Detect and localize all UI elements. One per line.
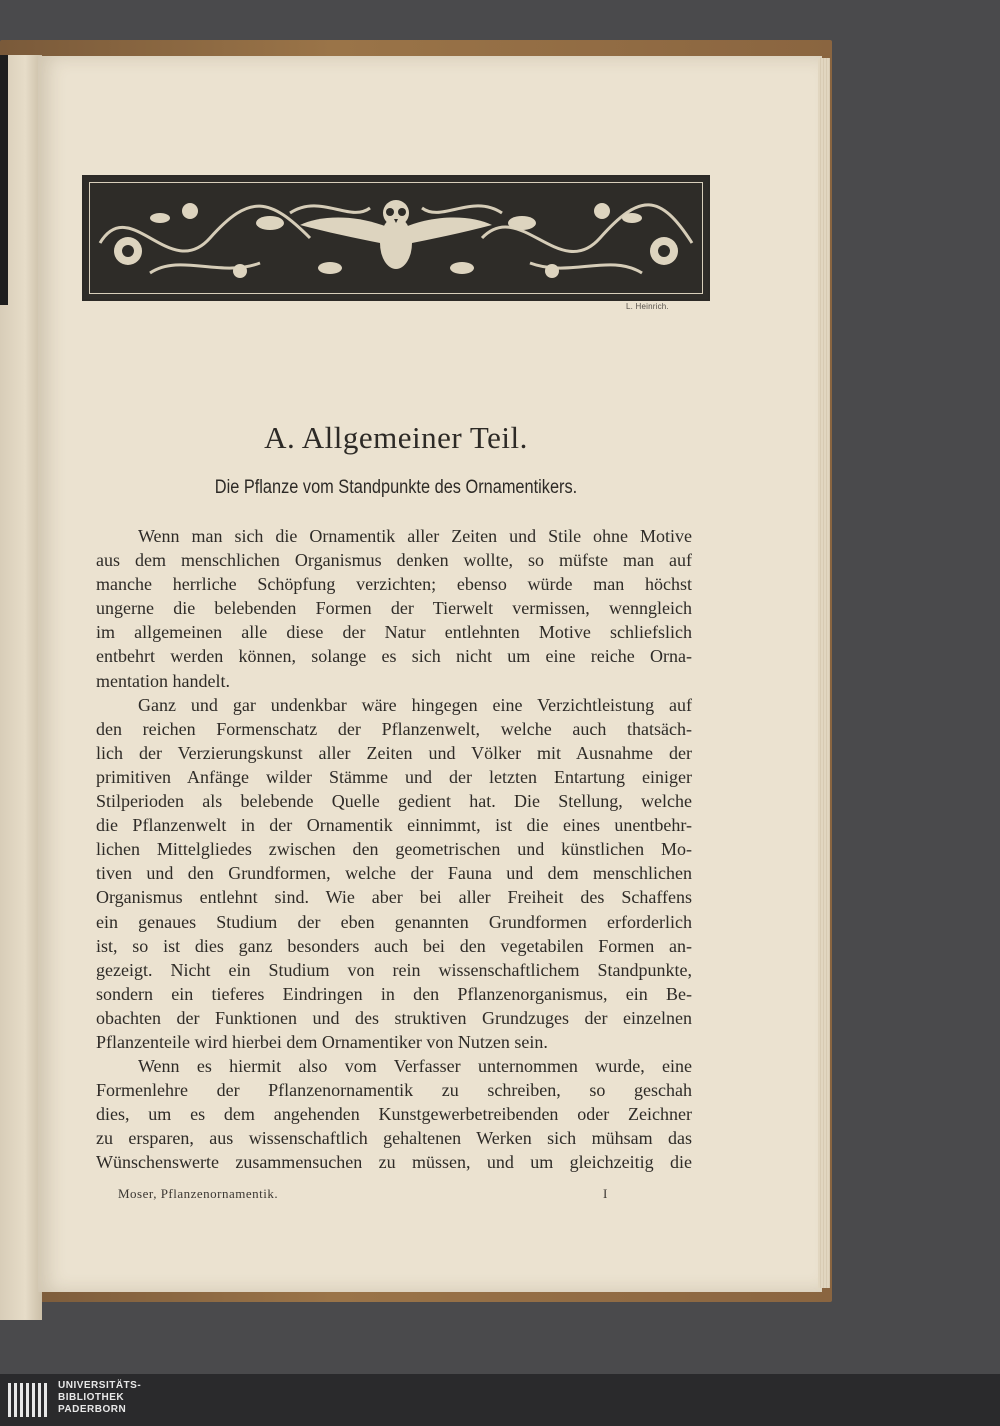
- signature-mark: I: [603, 1186, 608, 1201]
- text-line: gezeigt. Nicht ein Studium von rein wissenschaftlichem Standpunkte,: [96, 959, 692, 980]
- text-line: obachten der Funktionen und des struktiven Grundzuges der einzelnen: [96, 1007, 692, 1028]
- text-line: Stilperioden als belebende Quelle gedient hat. Die Stellung, welche: [96, 791, 692, 812]
- section-subheading: Die Pflanze vom Standpunkte des Ornamentikers.: [214, 477, 578, 498]
- page-edge: [818, 58, 830, 1288]
- paragraph-3: [96, 1054, 692, 1174]
- ornament-signature: L. Heinrich.: [626, 302, 669, 311]
- text-line: manche herrliche Schöpfung verzichten; ebenso würde man höchst: [96, 574, 692, 595]
- text-line: Pflanzenteile wird hierbei dem Ornamentiker von Nutzen sein.: [96, 1031, 548, 1052]
- library-name-line: BIBLIOTHEK: [58, 1392, 125, 1403]
- text-line: Wenn es hiermit also vom Verfasser unternommen wurde, eine: [138, 1056, 692, 1077]
- text-line: lichen Mittelgliedes zwischen den geometrischen und künstlichen Mo-: [96, 839, 692, 860]
- text-line: mentation handelt.: [96, 670, 230, 691]
- text-line: im allgemeinen alle diese der Natur entlehnten Motive schliefslich: [96, 622, 692, 643]
- footer-author-title: Moser, Pflanzenornamentik.: [118, 1186, 279, 1201]
- paragraph-2: [96, 693, 692, 1054]
- text-line: die Pflanzenwelt in der Ornamentik einnimmt, ist die eines unentbehr-: [96, 815, 692, 836]
- library-logo-icon: [6, 1379, 50, 1421]
- text-line: Formenlehre der Pflanzenornamentik zu schreiben, so geschah: [96, 1080, 692, 1101]
- paragraph-1: [96, 524, 692, 693]
- text-line: ungerne die belebenden Formen der Tierwelt vermissen, wenngleich: [96, 598, 692, 619]
- chapter-heading: A. Allgemeiner Teil.: [264, 420, 528, 455]
- text-line: dies, um es dem angehenden Kunstgewerbetreibenden oder Zeichner: [96, 1104, 692, 1125]
- text-line: primitiven Anfänge wilder Stämme und der letzten Entartung einiger: [96, 766, 692, 787]
- owl-ornament-icon: [82, 175, 710, 301]
- left-page-edge: [0, 55, 42, 1320]
- library-name-line: UNIVERSITÄTS-: [58, 1380, 142, 1391]
- text-line: sondern ein tieferes Eindringen in den Pflanzenorganismus, ein Be-: [96, 983, 692, 1004]
- text-line: ist, so ist dies ganz besonders auch bei den vegetabilen Formen an-: [96, 935, 692, 956]
- text-line: lich der Verzierungskunst aller Zeiten und Völker mit Ausnahme der: [96, 742, 692, 763]
- library-banner: [0, 1374, 1000, 1426]
- text-line: ein genaues Studium der eben genannten Grundformen erforderlich: [96, 911, 692, 932]
- text-line: Organismus entlehnt sind. Wie aber bei aller Freiheit des Schaffens: [96, 887, 692, 908]
- text-line: aus dem menschlichen Organismus denken wollte, so müfste man auf: [96, 550, 692, 571]
- library-name-line: PADERBORN: [58, 1404, 127, 1415]
- text-line: den reichen Formenschatz der Pflanzenwelt, welche auch thatsäch-: [96, 718, 692, 739]
- library-name: [58, 1380, 141, 1416]
- text-line: entbehrt werden können, solange es sich nicht um eine reiche Orna-: [96, 646, 692, 667]
- text-line: zu ersparen, aus wissenschaftlich gehaltenen Werken sich mühsam das: [96, 1128, 692, 1149]
- body-text: [96, 524, 692, 1175]
- text-line: Wenn man sich die Ornamentik aller Zeiten und Stile ohne Motive: [138, 526, 692, 546]
- text-line: Wünschenswerte zusammensuchen zu müssen, und um gleichzeitig die: [96, 1152, 692, 1173]
- text-line: tiven und den Grundformen, welche der Fauna und dem menschlichen: [96, 863, 692, 884]
- text-line: Ganz und gar undenkbar wäre hingegen eine Verzichtleistung auf: [138, 694, 692, 715]
